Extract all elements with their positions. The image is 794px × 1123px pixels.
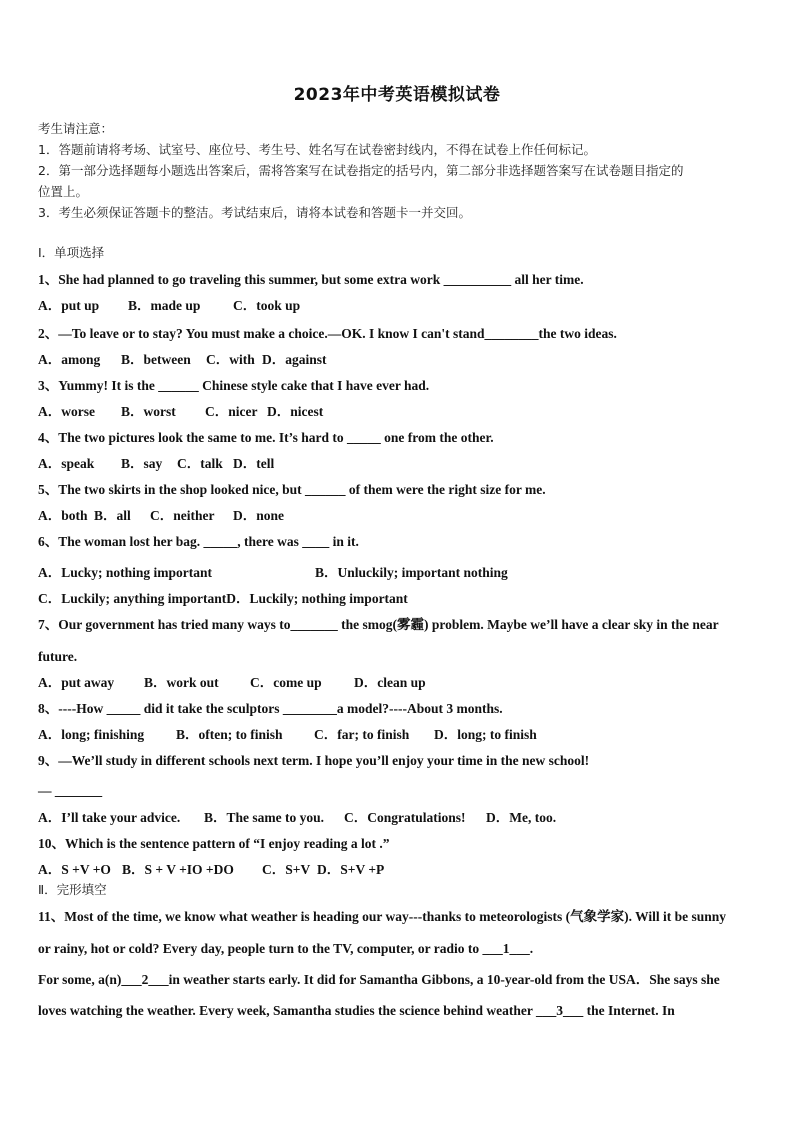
option-c: C．took up: [233, 298, 301, 313]
question-options: [38, 352, 764, 368]
option-a: A．worse: [38, 404, 95, 419]
option-a: A．long; finishing: [38, 727, 145, 742]
question-options: [38, 508, 764, 524]
option-a: A．S +V +O: [38, 862, 111, 877]
option-b: B．work out: [144, 675, 219, 690]
question-options: [38, 565, 764, 581]
option-b: B．say: [121, 456, 163, 471]
question-options: [38, 675, 764, 691]
option-b: B．S + V +IO +DO: [122, 862, 234, 877]
passage-line: loves watching the weather. Every week, Samantha studies the science behind weather ___3___ the Internet. In: [38, 1003, 675, 1018]
question-stem: 6、The woman lost her bag. _____, there was ____ in it.: [38, 534, 359, 549]
notice-item: 3．考生必须保证答题卡的整洁。考试结束后，请将本试卷和答题卡一并交回。: [38, 205, 471, 220]
section-heading: Ⅰ．单项选择: [38, 245, 105, 260]
question-stem: 5、The two skirts in the shop looked nice, but ______ of them were the right size for me.: [38, 482, 546, 497]
question-options: [38, 456, 764, 472]
question-options: [38, 810, 764, 826]
option-d: D．tell: [233, 456, 275, 471]
notice-item: 位置上。: [38, 184, 89, 199]
passage-line: 11、Most of the time, we know what weather is heading our way---thanks to meteorologists (气象学家). Will it be sunny: [38, 909, 727, 924]
option-c: C．Luckily; anything important: [38, 591, 227, 606]
option-a: A．put away: [38, 675, 115, 690]
question-stem-continued: — _______: [38, 783, 103, 798]
option-c: C．nicer: [205, 404, 258, 419]
option-b: B．The same to you.: [204, 810, 325, 825]
option-b: B．often; to finish: [176, 727, 283, 742]
option-c: C．Congratulations!: [344, 810, 466, 825]
option-c: C．S+V: [262, 862, 311, 877]
question-options: [38, 727, 764, 743]
option-c: C．talk: [177, 456, 223, 471]
question-options: [38, 862, 764, 878]
option-a: A．I’ll take your advice.: [38, 810, 181, 825]
option-a: A．Lucky; nothing important: [38, 565, 213, 580]
question-stem: 8、----How _____ did it take the sculptors ________a model?----About 3 months.: [38, 701, 503, 716]
question-options: [38, 404, 764, 420]
option-b: B．between: [121, 352, 191, 367]
option-a: A．speak: [38, 456, 95, 471]
option-a: A．put up: [38, 298, 100, 313]
notice-item: 2．第一部分选择题每小题选出答案后，需将答案写在试卷指定的括号内，第二部分非选择题答案写在试卷题目指定的: [38, 163, 684, 178]
notice-heading: 考生请注意：: [38, 121, 114, 136]
option-a: A．among: [38, 352, 101, 367]
option-d: D．none: [233, 508, 285, 523]
option-d: D．S+V +P: [317, 862, 385, 877]
option-b: B．made up: [128, 298, 201, 313]
question-stem-continued: future.: [38, 649, 78, 664]
option-d: D．Luckily; nothing important: [226, 591, 408, 606]
page-title: 2023年中考英语模拟试卷: [293, 85, 501, 105]
question-options: [38, 298, 764, 314]
section-heading: Ⅱ．完形填空: [38, 882, 107, 897]
question-stem: 4、The two pictures look the same to me. It’s hard to _____ one from the other.: [38, 430, 494, 445]
question-stem: 3、Yummy! It is the ______ Chinese style cake that I have ever had.: [38, 378, 430, 393]
option-d: D．clean up: [354, 675, 426, 690]
option-d: D．long; to finish: [434, 727, 537, 742]
option-b: B．all: [94, 508, 131, 523]
question-stem: 2、—To leave or to stay? You must make a choice.—OK. I know I can't stand________the two ideas.: [38, 326, 617, 341]
option-a: A．both: [38, 508, 88, 523]
option-d: D．nicest: [267, 404, 324, 419]
option-d: D．Me, too.: [486, 810, 557, 825]
option-d: D．against: [262, 352, 327, 367]
passage-line: or rainy, hot or cold? Every day, people turn to the TV, computer, or radio to ___1___.: [38, 941, 534, 956]
question-stem: 1、She had planned to go traveling this summer, but some extra work __________ all her time.: [38, 272, 584, 287]
question-stem: 9、—We’ll study in different schools next term. I hope you’ll enjoy your time in the new school!: [38, 753, 590, 768]
option-b: B．Unluckily; important nothing: [315, 565, 508, 580]
question-options: [38, 591, 764, 607]
option-c: C．with: [206, 352, 255, 367]
option-b: B．worst: [121, 404, 176, 419]
notice-item: 1．答题前请将考场、试室号、座位号、考生号、姓名写在试卷密封线内，不得在试卷上作任何标记。: [38, 142, 596, 157]
question-stem: 7、Our government has tried many ways to_______ the smog(雾霾) problem. Maybe we’ll have a clear sky in the near: [38, 617, 719, 632]
passage-line: For some, a(n)___2___in weather starts early. It did for Samantha Gibbons, a 10-year-old from the USA．She says she: [38, 972, 720, 987]
option-c: C．come up: [250, 675, 322, 690]
option-c: C．far; to finish: [314, 727, 410, 742]
option-c: C．neither: [150, 508, 215, 523]
question-stem: 10、Which is the sentence pattern of “I enjoy reading a lot .”: [38, 836, 390, 851]
